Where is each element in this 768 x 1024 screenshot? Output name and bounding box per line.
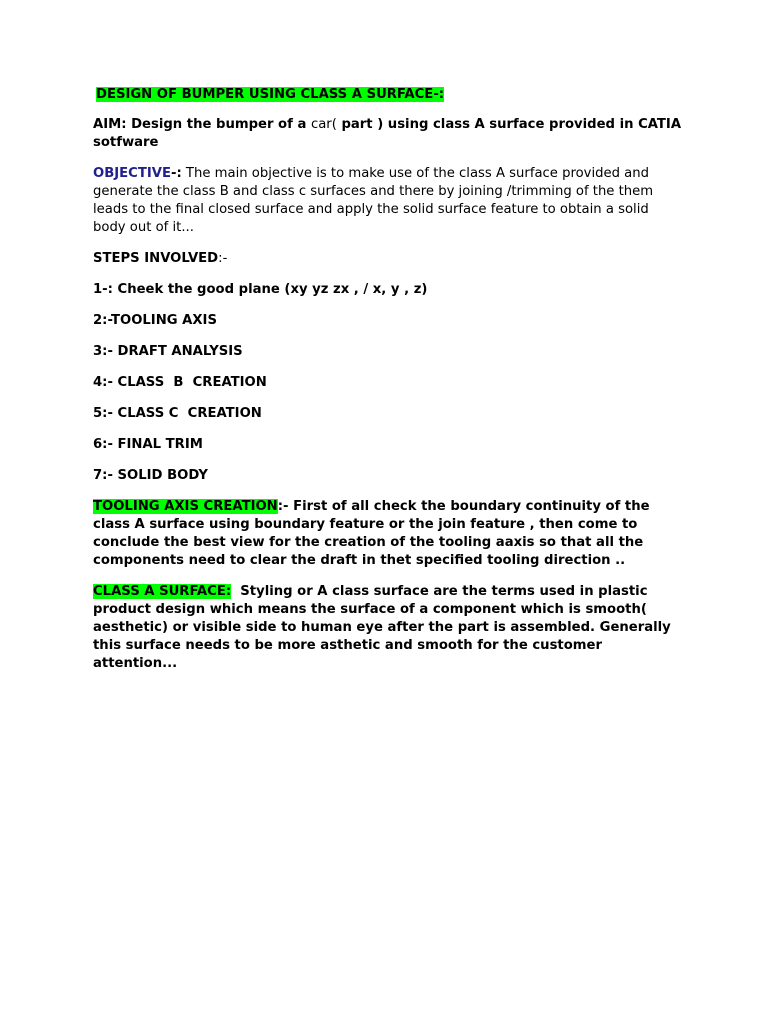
step-item: 2:-TOOLING AXIS <box>93 313 217 328</box>
step-item: 5:- CLASS C CREATION <box>93 406 262 421</box>
objective-label: OBJECTIVE <box>93 166 171 181</box>
tooling-label: TOOLING AXIS CREATION <box>93 499 278 514</box>
tooling-paragraph <box>93 498 683 570</box>
steps-heading <box>93 250 683 268</box>
step-item: 1-: Cheek the good plane (xy yz zx , / x, y , z) <box>93 282 428 297</box>
aim-label: AIM: <box>93 117 127 132</box>
steps-heading-separator: :- <box>218 251 228 266</box>
aim-text-normal: car( <box>310 117 337 132</box>
aim-paragraph <box>93 116 683 152</box>
aim-text-bold-1: Design the bumper of a <box>126 117 311 132</box>
objective-paragraph <box>93 165 683 237</box>
document-title <box>96 86 683 104</box>
class-a-text: Styling or A class surface are the terms used in plastic product design which means the surface of a component which is smooth( aesthetic) or visible side to human eye after the part is assembled. Generally this surface needs to be more asthetic and smooth for the customer attention... <box>93 584 676 671</box>
step-item: 7:- SOLID BODY <box>93 468 208 483</box>
step-item: 4:- CLASS B CREATION <box>93 375 267 390</box>
class-a-label: CLASS A SURFACE: <box>93 584 232 599</box>
objective-text: The main objective is to make use of the class A surface provided and generate the class B and class c surfaces and there by joining /trimming of the them leads to the final closed surface and apply the solid surface feature to obtain a solid body out of it... <box>93 166 654 235</box>
step-item: 3:- DRAFT ANALYSIS <box>93 344 243 359</box>
title-highlight: DESIGN OF BUMPER USING CLASS A SURFACE-: <box>96 87 445 102</box>
steps-heading-label: STEPS INVOLVED <box>93 251 219 266</box>
document-page <box>93 86 683 686</box>
tooling-text: :- First of all check the boundary continuity of the class A surface using boundary feature or the join feature , then come to conclude the best view for the creation of the tooling aaxis so that all the components need to clear the draft in thet specified tooling direction .. <box>93 499 650 568</box>
aim-text-bold-2: part ) using class A surface provided in CATIA sotfware <box>93 117 682 150</box>
objective-separator: -: <box>170 166 182 181</box>
class-a-paragraph <box>93 583 683 673</box>
step-item: 6:- FINAL TRIM <box>93 437 203 452</box>
